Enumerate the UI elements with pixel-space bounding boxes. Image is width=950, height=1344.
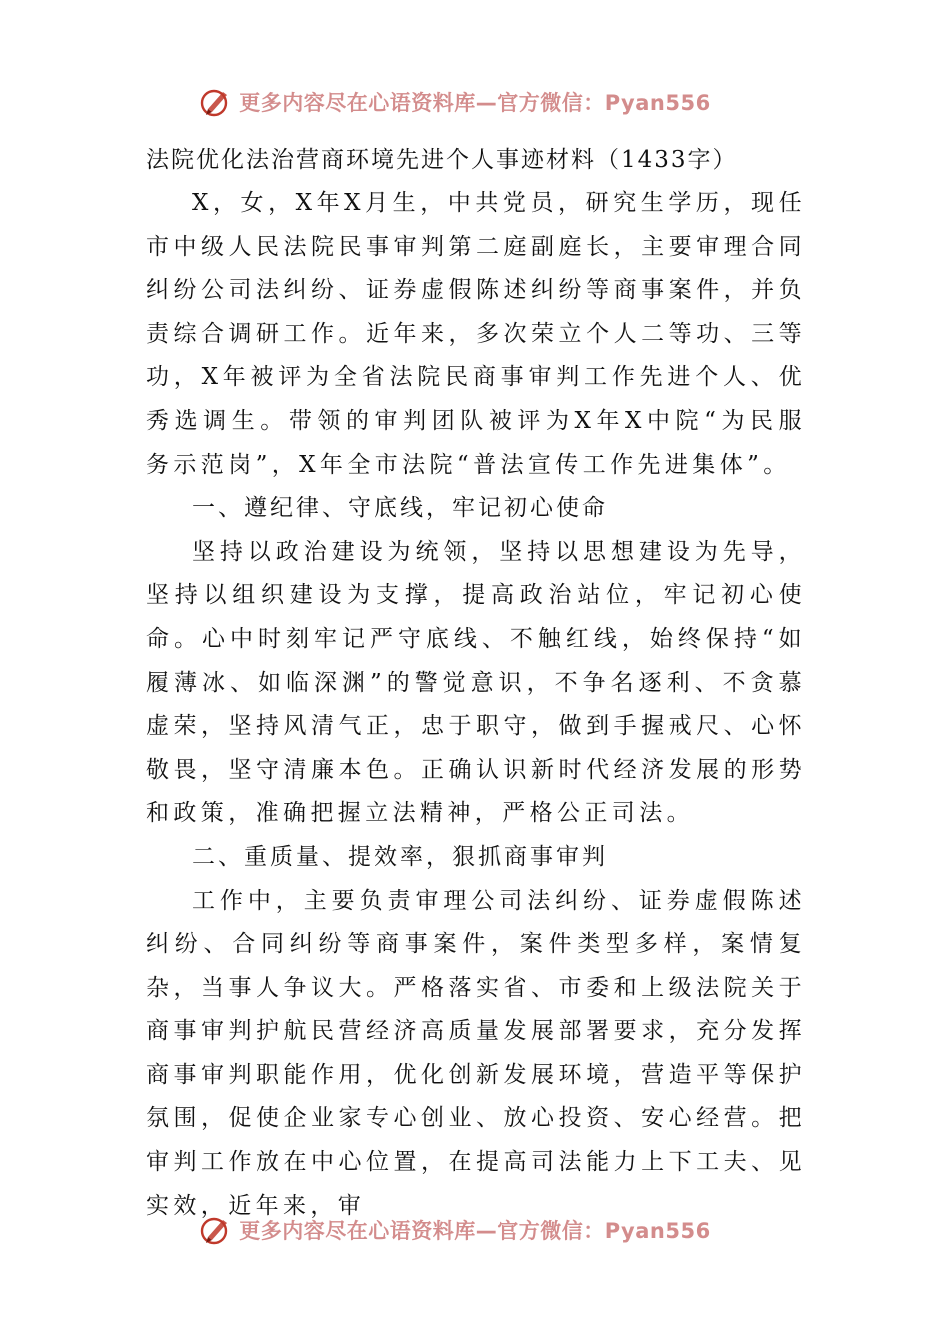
footer-watermark-banner (0, 1210, 950, 1250)
header-watermark-banner (0, 82, 950, 122)
section-heading-1: 一、遵纪律、守底线，牢记初心使命 (192, 495, 608, 522)
section-heading-2: 二、重质量、提效率，狠抓商事审判 (192, 843, 608, 870)
document-title: 法院优化法治营商环境先进个人事迹材料（1433字） (146, 147, 738, 173)
pen-circle-icon (199, 1213, 233, 1247)
pen-circle-icon (199, 85, 233, 119)
section-2-paragraph: 工作中，主要负责审理公司法纠纷、证券虚假陈述纠纷、合同纠纷等商事案件，案件类型多样，案情复杂，当事人争议大。严格落实省、市委和上级法院关于商事审判护航民营经济高质量发展部署要求，充分发挥商事审判职能作用，优化创新发展环境，营造平等保护氛围，促使企业家专心创业、放心投资、安心经营。把审判工作放在中心位置，在提高司法能力上下工夫、见实效，近年来，审 (146, 887, 806, 1219)
document-body (146, 138, 806, 1228)
banner-text: 更多内容尽在心语资料库—官方微信：Pyan556 (239, 1219, 711, 1243)
intro-paragraph: X，女，X年X月生，中共党员，研究生学历，现任市中级人民法院民事审判第二庭副庭长，主要审理合同纠纷公司法纠纷、证券虚假陈述纠纷等商事案件，并负责综合调研工作。近年来，多次荣立个人二等功、三等功，X年被评为全省法院民商事审判工作先进个人、优秀选调生。带领的审判团队被评为X年X中院“为民服务示范岗”，X年全市法院“普法宣传工作先进集体”。 (146, 190, 806, 478)
section-1-paragraph: 坚持以政治建设为统领，坚持以思想建设为先导，坚持以组织建设为支撑，提高政治站位，牢记初心使命。心中时刻牢记严守底线、不触红线，始终保持“如履薄冰、如临深渊”的警觉意识，不争名逐利、不贪慕虚荣，坚持风清气正，忠于职守，做到手握戒尺、心怀敬畏，坚守清廉本色。正确认识新时代经济发展的形势和政策，准确把握立法精神，严格公正司法。 (146, 538, 806, 827)
banner-text: 更多内容尽在心语资料库—官方微信：Pyan556 (239, 91, 711, 115)
